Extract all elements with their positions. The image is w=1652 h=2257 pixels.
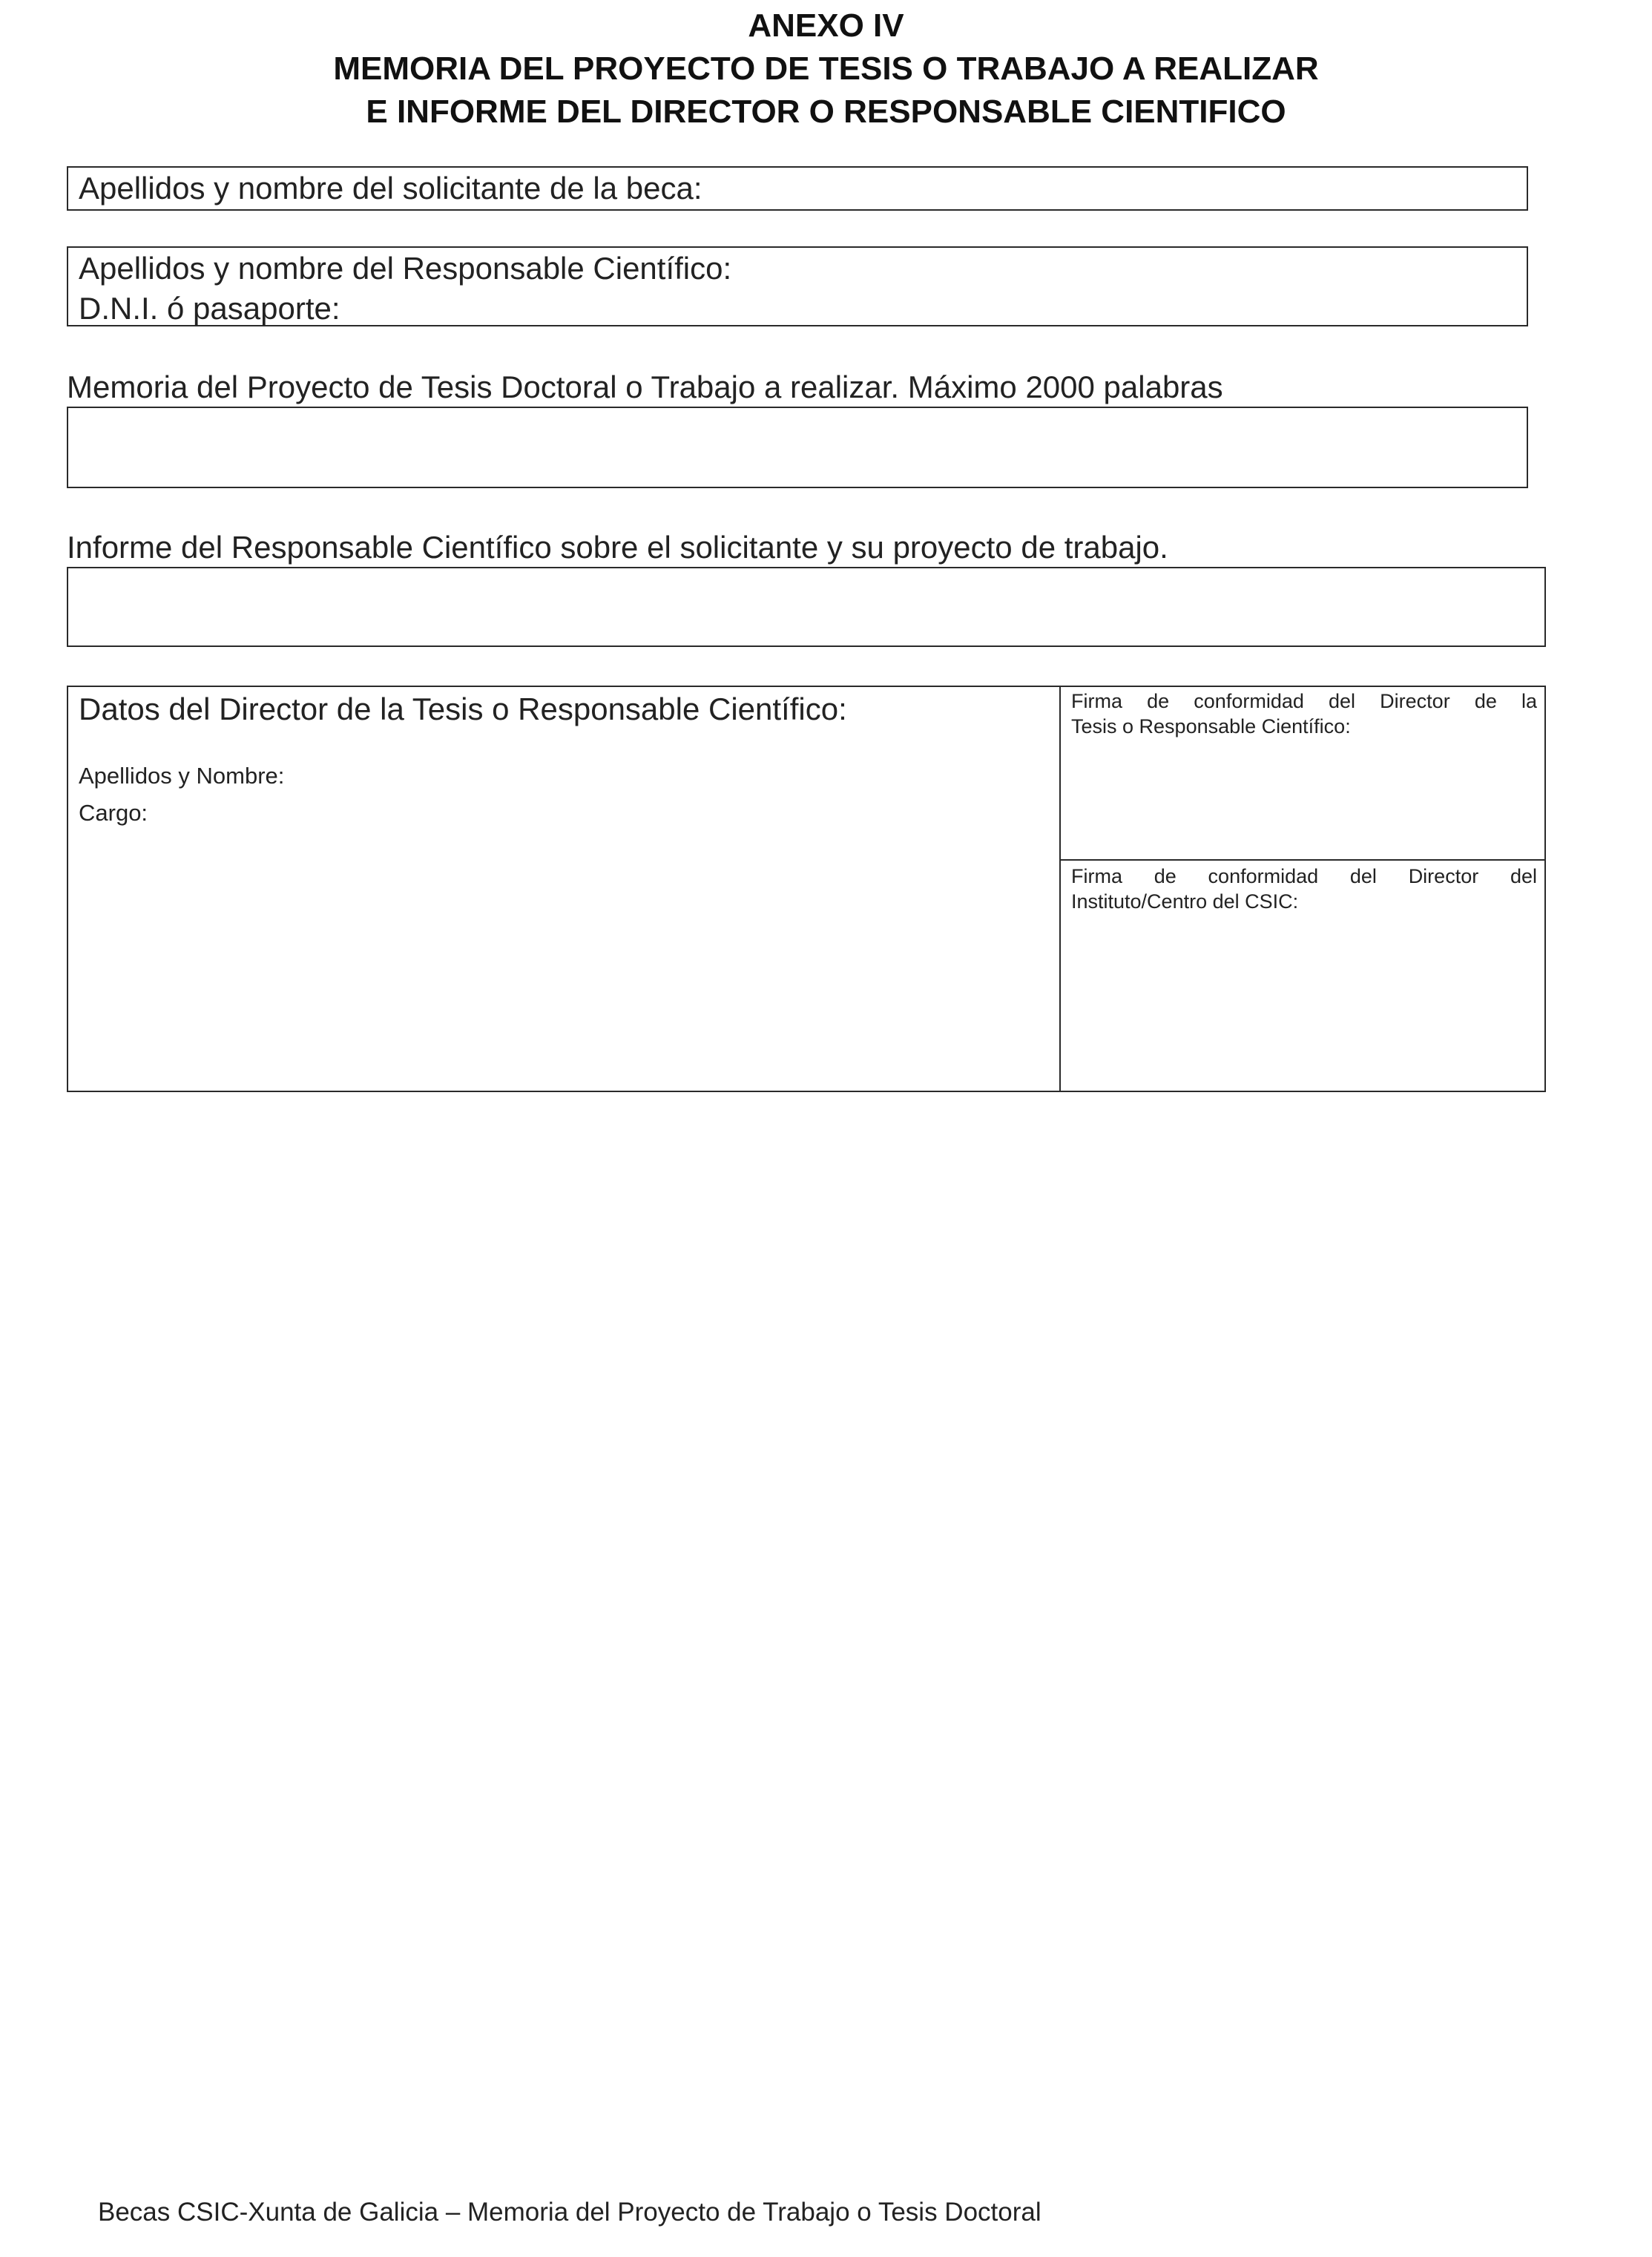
director-data-area[interactable] xyxy=(68,831,1058,1091)
memoria-box[interactable] xyxy=(67,407,1528,488)
director-data-title: Datos del Director de la Tesis o Responsable Científico: xyxy=(79,691,847,726)
informe-label: Informe del Responsable Científico sobre el solicitante y su proyecto de trabajo. xyxy=(67,530,1168,565)
page-footer: Becas CSIC-Xunta de Galicia – Memoria del Proyecto de Trabajo o Tesis Doctoral xyxy=(98,2198,1041,2227)
form-title-line-2: E INFORME DEL DIRECTOR O RESPONSABLE CIENTIFICO xyxy=(366,93,1286,130)
director-signature-line-1: Firma de conformidad del Director de la xyxy=(1071,690,1537,712)
annex-title: ANEXO IV xyxy=(748,7,904,44)
memoria-label: Memoria del Proyecto de Tesis Doctoral o Trabajo a realizar. Máximo 2000 palabras xyxy=(67,369,1223,404)
institute-signature-line-2: Instituto/Centro del CSIC: xyxy=(1071,890,1299,913)
director-name-label: Apellidos y Nombre: xyxy=(79,763,285,789)
responsible-name-label: Apellidos y nombre del Responsable Científico: xyxy=(79,251,732,286)
form-header xyxy=(0,4,1652,134)
applicant-label: Apellidos y nombre del solicitante de la beca: xyxy=(79,171,702,206)
director-position-label: Cargo: xyxy=(79,800,148,826)
director-signature-line-2: Tesis o Responsable Científico: xyxy=(1071,715,1351,737)
form-title-line-1: MEMORIA DEL PROYECTO DE TESIS O TRABAJO A REALIZAR xyxy=(333,50,1319,87)
responsible-id-label: D.N.I. ó pasaporte: xyxy=(79,291,340,326)
informe-box[interactable] xyxy=(67,567,1546,647)
institute-signature-line-1: Firma de conformidad del Director del xyxy=(1071,865,1537,887)
signature-horizontal-divider xyxy=(1059,859,1546,861)
